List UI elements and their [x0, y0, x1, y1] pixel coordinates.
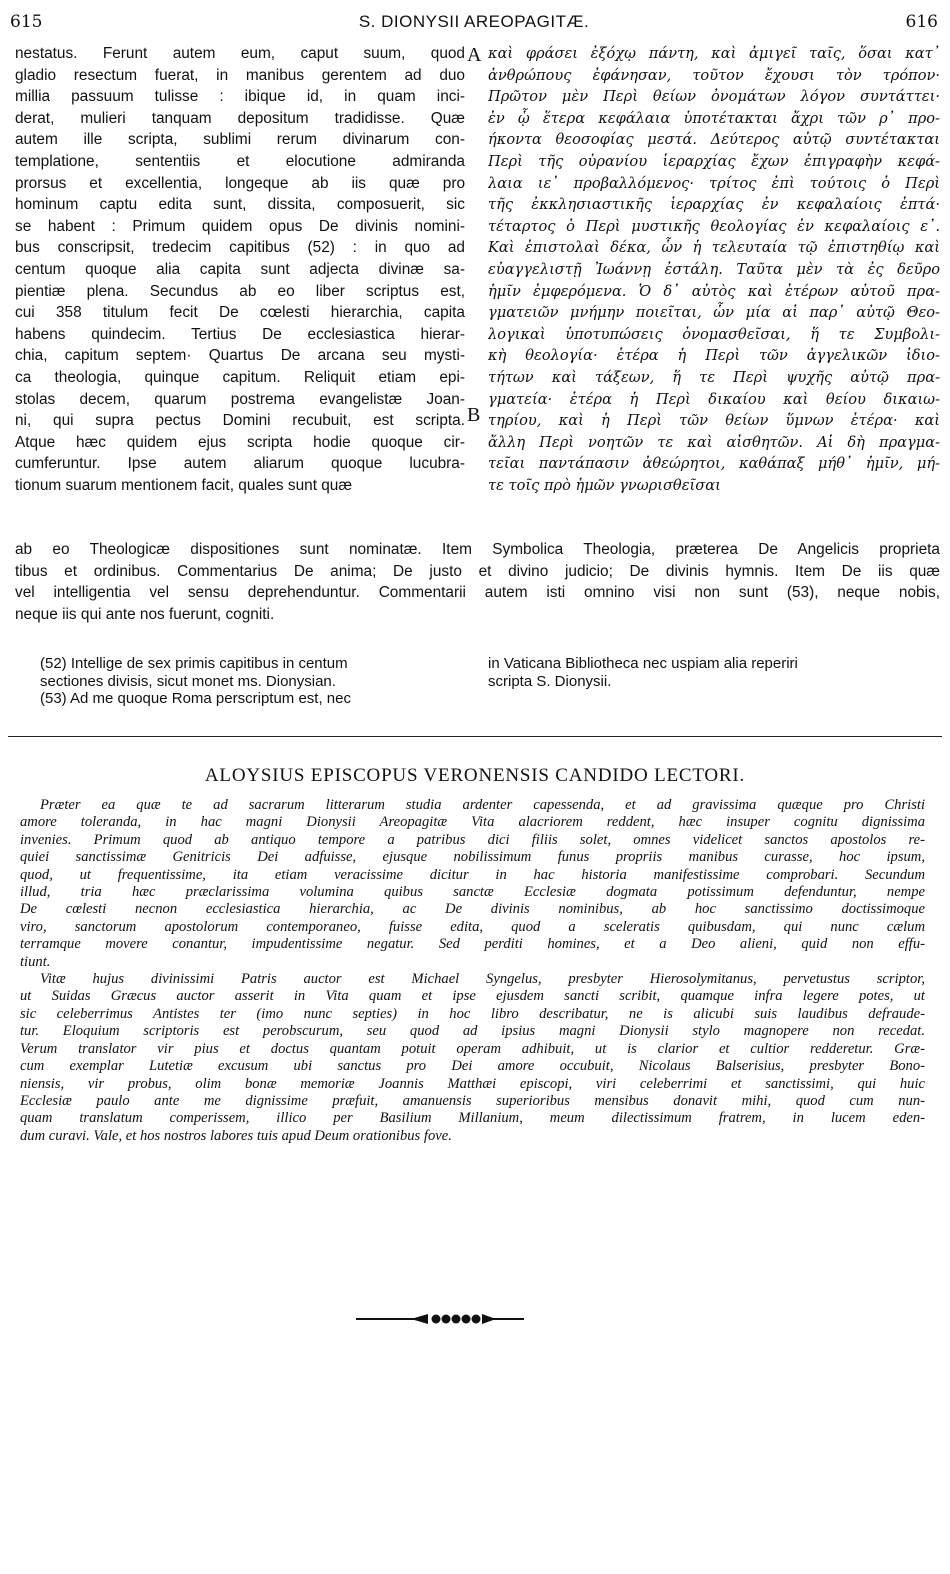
preface-line: cum exemplar Lutetiæ excusum ubi sanctus pro Dei amore occubuit, Nicolaus Balserisius, presbyter Bono-	[20, 1058, 925, 1075]
preface-line: Vitæ hujus divinissimi Patris auctor est Michael Syngelus, presbyter Hierosolymitanus, pervetustus scriptor,	[40, 971, 925, 988]
footnotes-right	[488, 655, 933, 690]
preface-line: quod, ut frequentissime, ita etiam veracissime dicitur in hac historia manifestissime comprobari. Secundum	[20, 866, 925, 883]
footnote-line: scripta S. Dionysii.	[488, 672, 612, 690]
latin-line: habens quindecim. Tertius De ecclesiastica hierar-	[15, 325, 465, 343]
preface-line: tur. Eloquium scriptoris est perobscurum, seu quod ad ipsius magni Dionysii stylo magnopere non recedat.	[20, 1023, 925, 1040]
preface-line: dum curavi. Vale, et hos nostros labores tuis apud Deum orationibus fove.	[20, 1127, 452, 1144]
preface-line: invenies. Primum quod ab antiquo tempore a patribus dici filiis solet, omnes videlicet sanctos apostolos re-	[20, 831, 925, 848]
footnote-line: sectiones divisis, sicut monet ms. Dionysian.	[40, 672, 336, 690]
greek-line: τε τοῖς πρὸ ἡμῶν γνωρισθεῖσαι	[488, 476, 721, 494]
latin-line: nestatus. Ferunt autem eum, caput suum, quod	[15, 45, 465, 62]
greek-line: λαια ιε᾽ προβαλλόμενος· τρίτος ἐπὶ τούτοις ὁ Περὶ	[488, 174, 940, 192]
latin-line: chia, capitum septem· Quartus De arcana seu mysti-	[15, 347, 465, 365]
preface-line: De cœlesti necnon ecclesiastica hierarchia, ac De divinis nominibus, ab hoc sanctissimo doctissimoque	[20, 901, 925, 918]
greek-line: Καὶ ἐπιστολαὶ δέκα, ὧν ἡ τελευταία τῷ ἐπιστηθίῳ καὶ	[488, 239, 940, 257]
margin-marker-a: A	[467, 44, 482, 66]
full-width-line: tibus et ordinibus. Commentarius De anima; De justo et divino judicio; De divinis hymnis. Item De iis quæ	[15, 562, 940, 580]
latin-line: ca theologia, quinque capitum. Reliquit etiam epi-	[15, 368, 465, 386]
running-header	[10, 10, 938, 36]
greek-line: εὐαγγελιστῇ Ἰωάννῃ ἐστάλη. Ταῦτα μὲν τὰ ἐς δεῦρο	[488, 260, 940, 278]
page-number-left: 615	[10, 12, 43, 32]
preface-line: terramque movere conantur, impudentissime negatur. Sed perditi homines, et a Deo alieni, quid non effu-	[20, 936, 925, 953]
footnote-line: (53) Ad me quoque Roma perscriptum est, nec	[40, 690, 351, 707]
latin-line: tionum suarum mentionem facit, quales sunt quæ	[15, 476, 353, 494]
greek-line: γματεία· ἑτέρα ἡ Περὶ δικαίου καὶ θείου δικαιω-	[488, 390, 940, 408]
page-number-right: 616	[905, 12, 938, 32]
full-width-line: ab eo Theologicæ dispositiones sunt nominatæ. Item Symbolica Theologia, præterea De Angelicis proprieta	[15, 541, 940, 558]
preface-text	[20, 797, 925, 1145]
latin-line: derat, mulieri tanquam depositum tradidisse. Quæ	[15, 109, 465, 127]
preface-line: ut Suidas Græcus auctor asserit in Vita quam et ipse ejusdem sancti scribit, quamque infra legere potes, ut	[20, 988, 925, 1005]
greek-line: τηρίου, καὶ ἡ Περὶ τῶν θείων ὕμνων ἑτέρα· καὶ	[488, 412, 940, 430]
preface-line: quam translatum comperissem, illico per Basilium Millanium, meum dilectissimum fratrem, in lucem eden-	[20, 1110, 925, 1127]
latin-line: millia passuum tulisse : ibique id, in quam inci-	[15, 88, 465, 106]
latin-line: cumferuntur. Ipse autem aliarum quoque lucubra-	[15, 455, 465, 473]
greek-line: τῆς ἐκκλησιαστικῆς ἱεραρχίας ἐν κεφαλαίοις ἑπτά·	[488, 196, 940, 214]
greek-line: τήτων καὶ τάξεων, ἥ τε Περὶ ψυχῆς αὐτῷ πρα-	[488, 368, 940, 386]
latin-line: ni, qui supra pectus Domini recubuit, est scripta.	[15, 412, 465, 430]
footnotes-left	[40, 655, 480, 708]
preface-line: viro, sanctorum apostolorum contemporaneo, fuisse edita, quod a sceleratis quibusdam, qui nunc cælum	[20, 918, 925, 935]
preface-line: Ecclesiæ paulo ante me dignissime præfuit, amanuensis superioribus mensibus donavit mihi, quod cum nun-	[20, 1092, 925, 1109]
preface-line: sic celeberrimus Antistes ter (imo nunc septies) in hoc libro describatur, ne is alicubi suis laudibus defraude-	[20, 1005, 925, 1022]
footnote-line: (52) Intellige de sex primis capitibus in centum	[40, 655, 348, 672]
section-divider-rule	[8, 736, 942, 737]
full-width-line: vel intelligentia vel sensu deprehenduntur. Commentarii autem isti omnino visi non sunt (53), neque nobis,	[15, 584, 940, 602]
preface-line: tiunt.	[20, 953, 51, 970]
latin-column	[15, 43, 465, 496]
latin-line: prorsus et excellentia, longeque ab iis quæ pro	[15, 174, 465, 192]
preface-line: niensis, vir probus, olim bonæ memoriæ Joannis Matthæi episcopi, viri celeberrimi et sanctissimi, qui huic	[20, 1075, 925, 1092]
greek-column	[488, 43, 940, 496]
latin-line: bus conscripsit, tredecim capitibus (52) : in quo ad	[15, 239, 465, 257]
greek-line: ἡμῖν ἐμφερόμενα. Ὁ δ᾽ αὐτὸς καὶ ἑτέρων αὐτοῦ πρα-	[488, 282, 940, 300]
latin-line: autem ille scripta, sublimi rerum divinarum con-	[15, 131, 465, 149]
greek-line: τεῖαι παντάπασιν ἀθεώρητοι, καθάπαξ μήθ᾽ ἡμῖν, μή-	[488, 455, 940, 473]
ornament-divider	[356, 1312, 524, 1326]
preface-line: amore toleranda, in hac magni Dionysii Areopagitæ Vita alacriorem reddent, hæc insuper cognitu dignissima	[20, 814, 925, 831]
margin-marker-b: B	[467, 404, 481, 426]
full-width-line: neque iis qui ante nos fuerunt, cogniti.	[15, 605, 275, 623]
greek-line: τέταρτος ὁ Περὶ μυστικῆς θεολογίας ἐν κεφαλαίοις ε᾽.	[488, 217, 940, 235]
greek-line: ἀνθρώπους ἐφάνησαν, τοῦτον ἔχουσι τὸν τρόπον·	[488, 66, 940, 84]
preface-line: quiei sanctissimæ Genitricis Dei adfuisse, ejusque nobilissimum funus propriis manibus curasse, hoc ipsum,	[20, 849, 925, 866]
latin-line: stolas decem, quarum postrema evangelistæ Joan-	[15, 390, 465, 408]
greek-line: γματειῶν μνήμην ποιεῖται, ὧν μία αἱ παρ᾽ αὐτῷ Θεο-	[488, 304, 940, 322]
latin-line: cui 358 titulum fecit De cœlesti hierarchia, capita	[15, 304, 465, 322]
preface-line: illud, tria hæc præclarissima volumina quibus sanctæ Ecclesiæ dogmata potissimum defenduntur, nempe	[20, 884, 925, 901]
preface-line: Præter ea quæ te ad sacrarum litterarum studia ardenter capessenda, et ad gravissima quæque pro Christi	[40, 797, 925, 813]
preface-line: Verum translator vir pius et doctus quantam potuit operam adhibuit, ut is clarior et cultior redderetur. Græ-	[20, 1040, 925, 1057]
latin-line: pientiæ plena. Secundus ab eo liber scriptus est,	[15, 282, 465, 300]
greek-line: Περὶ τῆς οὐρανίου ἱεραρχίας ἔχων ἐπιγραφὴν κεφά-	[488, 152, 940, 170]
latin-line: Atque hæc quidem ejus scripta hodie quoque cir-	[15, 433, 465, 451]
latin-line: se habent : Primum quidem opus De divinis nomini-	[15, 217, 465, 235]
footnote-line: in Vaticana Bibliotheca nec uspiam alia reperiri	[488, 655, 798, 672]
greek-line: ήκοντα θεοσοφίας μεστά. Δεύτερος αὐτῷ συντέτακται	[488, 131, 940, 149]
greek-line: Πρῶτον μὲν Περὶ θείων ὀνομάτων λόγον συντάττει·	[488, 88, 940, 106]
greek-line: ἄλλη Περὶ νοητῶν τε καὶ αἰσθητῶν. Αἱ δὴ πραγμα-	[488, 433, 940, 451]
section-title: ALOYSIUS EPISCOPUS VERONENSIS CANDIDO LECTORI.	[204, 765, 746, 786]
greek-line: κὴ θεολογία· ἑτέρα ἡ Περὶ τῶν ἀγγελικῶν ἰδιο-	[488, 347, 940, 365]
running-title: S. DIONYSII AREOPAGITÆ.	[358, 12, 590, 31]
latin-line: templatione, sententiis et elocutione admiranda	[15, 152, 465, 170]
greek-line: λογικαὶ ὑποτυπώσεις ὀνομασθεῖσαι, ἥ τε Συμβολι-	[488, 325, 940, 343]
greek-line: καὶ φράσει ἐξόχῳ πάντη, καὶ ἀμιγεῖ ταῖς, ὅσαι κατ᾽	[488, 45, 940, 62]
latin-line: centum quoque alia capita sunt adjecta divinæ sa-	[15, 260, 465, 278]
full-width-paragraph	[15, 539, 940, 625]
greek-line: ἐν ᾧ ἕτερα κεφάλαια ὑποτέτακται ἄχρι τῶν ρ᾽ προ-	[488, 109, 940, 127]
latin-line: gladio resectum fuerat, in manibus gerentem ad duo	[15, 66, 465, 84]
latin-line: hominum captu edita sunt, dissita, composuerit, sic	[15, 196, 465, 214]
